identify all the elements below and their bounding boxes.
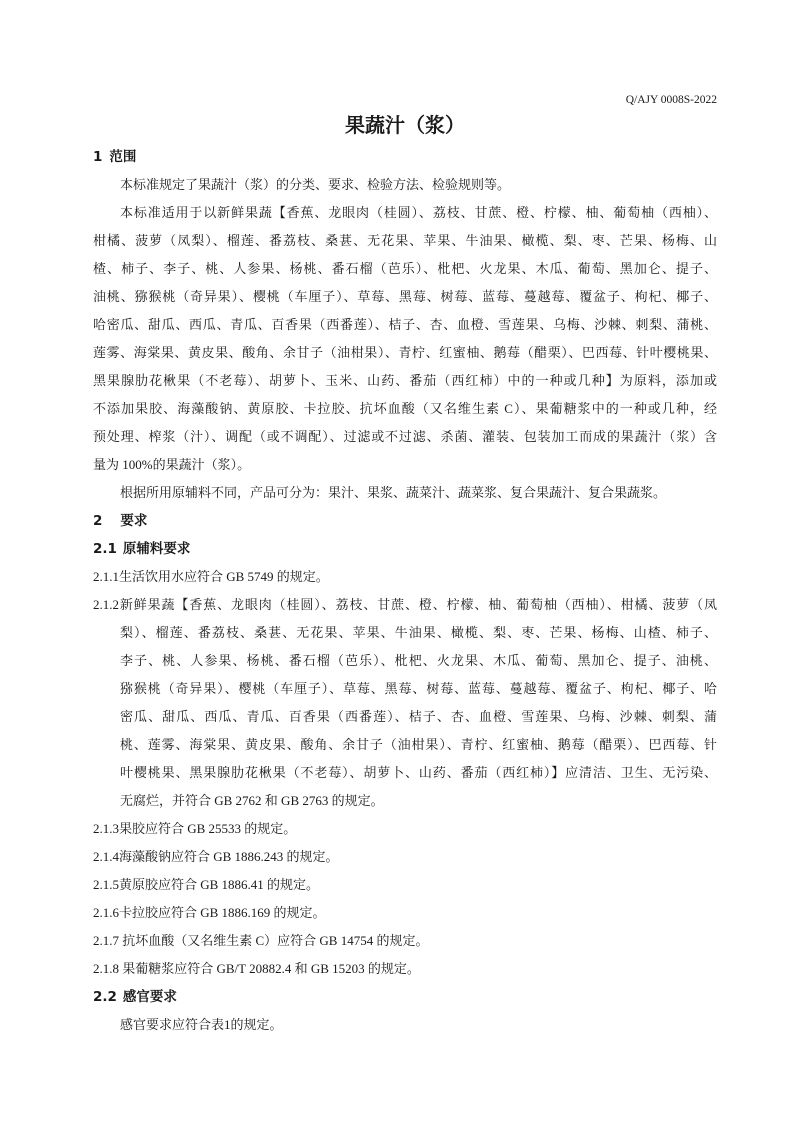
- paragraph-line: 量为 100%的果蔬汁（浆）。: [93, 457, 251, 472]
- clause-line: 桃、莲雾、海棠果、黄皮果、酸角、余甘子（油柑果）、青柠、红蜜柚、鹅莓（醋栗）、巴西莓、针: [120, 737, 717, 752]
- document-body: [93, 143, 717, 1039]
- paragraph-line: 油桃、猕猴桃（奇异果）、樱桃（车厘子）、草莓、黑莓、树莓、蓝莓、蔓越莓、覆盆子、枸杞、椰子、: [93, 289, 717, 304]
- section-heading-scope: [93, 143, 717, 171]
- paragraph-line: 哈密瓜、甜瓜、西瓜、青瓜、百香果（西番莲）、桔子、杏、血橙、雪莲果、乌梅、沙棘、刺梨、蒲桃、: [93, 317, 717, 332]
- paragraph-line: 柑橘、菠萝（凤梨）、榴莲、番荔枝、桑葚、无花果、苹果、牛油果、橄榄、梨、枣、芒果、杨梅、山: [93, 233, 717, 248]
- clause-line: 李子、桃、人参果、杨桃、番石榴（芭乐）、枇杷、火龙果、木瓜、葡萄、黑加仑、提子、油桃、: [120, 653, 717, 668]
- clause-line: 2.1.8 果葡糖浆应符合 GB/T 20882.4 和 GB 15203 的规定。: [93, 961, 420, 976]
- paragraph-line: 感官要求应符合表1的规定。: [120, 1017, 283, 1032]
- subsection-number: 2.2: [93, 989, 117, 1005]
- clause-line: 2.1.1生活饮用水应符合 GB 5749 的规定。: [93, 569, 329, 584]
- clause-line: 猕猴桃（奇异果）、樱桃（车厘子）、草莓、黑莓、树莓、蓝莓、蔓越莓、覆盆子、枸杞、椰子、哈: [120, 681, 717, 696]
- clause-line: 无腐烂，并符合 GB 2762 和 GB 2763 的规定。: [120, 793, 384, 808]
- paragraph-line: 本标准适用于以新鲜果蔬【香蕉、龙眼肉（桂圆）、荔枝、甘蔗、橙、柠檬、柚、葡萄柚（西柚）、: [120, 205, 717, 220]
- clause-line: 梨）、榴莲、番荔枝、桑葚、无花果、苹果、牛油果、橄榄、梨、枣、芒果、杨梅、山楂、柿子、: [120, 625, 717, 640]
- clause-line: 2.1.2新鲜果蔬【香蕉、龙眼肉（桂圆）、荔枝、甘蔗、橙、柠檬、柚、葡萄柚（西柚）、柑橘、菠萝（凤: [93, 597, 717, 612]
- paragraph-line: 不添加果胶、海藻酸钠、黄原胶、卡拉胶、抗坏血酸（又名维生素 C）、果葡糖浆中的一种或几种，经: [93, 401, 717, 416]
- clause-line: 密瓜、甜瓜、西瓜、青瓜、百香果（西番莲）、桔子、杏、血橙、雪莲果、乌梅、沙棘、刺梨、蒲: [120, 709, 717, 724]
- clause-line: 2.1.6卡拉胶应符合 GB 1886.169 的规定。: [93, 905, 326, 920]
- section-number: 2: [93, 513, 103, 529]
- section-title: 范围: [109, 149, 137, 165]
- paragraph-line: 黑果腺肋花楸果（不老莓）、胡萝卜、玉米、山药、番茄（西红柿）中的一种或几种】为原料，添加或: [93, 373, 717, 388]
- clause-line: 2.1.4海藻酸钠应符合 GB 1886.243 的规定。: [93, 849, 339, 864]
- paragraph-line: 根据所用原辅料不同，产品可分为：果汁、果浆、蔬菜汁、蔬菜浆、复合果蔬汁、复合果蔬浆。: [120, 485, 667, 500]
- paragraph-line: 预处理、榨浆（汁）、调配（或不调配）、过滤或不过滤、杀菌、灌装、包装加工而成的果蔬汁（浆）含: [93, 429, 717, 444]
- subsection-heading-raw-materials: [93, 535, 717, 563]
- section-title: 要求: [120, 513, 148, 529]
- section-number: 1: [93, 149, 103, 165]
- clause-line: 2.1.3果胶应符合 GB 25533 的规定。: [93, 821, 297, 836]
- clause-line: 2.1.7 抗坏血酸（又名维生素 C）应符合 GB 14754 的规定。: [93, 933, 429, 948]
- subsection-number: 2.1: [93, 541, 117, 557]
- subsection-title: 原辅料要求: [122, 541, 191, 557]
- section-heading-requirements: [93, 507, 717, 535]
- paragraph-line: 楂、柿子、李子、桃、人参果、杨桃、番石榴（芭乐）、枇杷、火龙果、木瓜、葡萄、黑加仑、提子、: [93, 261, 717, 276]
- standard-code: Q/AJY 0008S-2022: [625, 94, 717, 106]
- clause-line: 叶樱桃果、黑果腺肋花楸果（不老莓）、胡萝卜、山药、番茄（西红柿）】应清洁、卫生、无污染、: [120, 765, 717, 780]
- document-title: 果蔬汁（浆）: [345, 113, 465, 137]
- subsection-title: 感官要求: [122, 989, 177, 1005]
- paragraph-line: 莲雾、海棠果、黄皮果、酸角、余甘子（油柑果）、青柠、红蜜柚、鹅莓（醋栗）、巴西莓、针叶樱桃果、: [93, 345, 717, 360]
- subsection-heading-sensory: [93, 983, 717, 1011]
- paragraph-line: 本标准规定了果蔬汁（浆）的分类、要求、检验方法、检验规则等。: [120, 177, 511, 192]
- clause-line: 2.1.5黄原胶应符合 GB 1886.41 的规定。: [93, 877, 320, 892]
